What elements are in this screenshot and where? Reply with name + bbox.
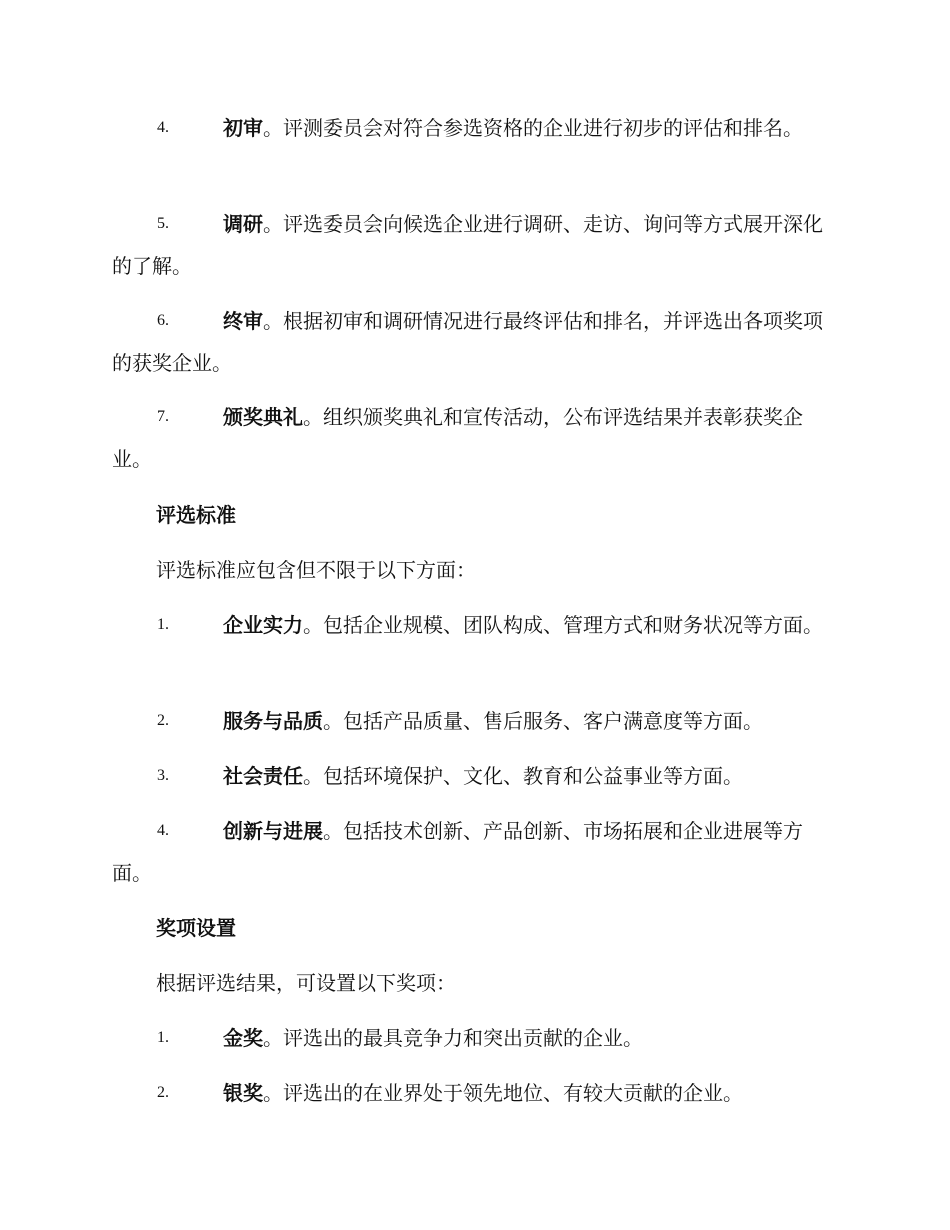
- list-number: 4.: [157, 822, 169, 839]
- list-item-term: 调研: [223, 212, 263, 236]
- list-item-body: 。组织颁奖典礼和宣传活动，公布评选结果并表彰获奖企业。: [112, 405, 803, 471]
- list-number: 1.: [157, 1029, 169, 1046]
- list-item-text: [112, 396, 834, 480]
- list-item-body: 。评选出的最具竞争力和突出贡献的企业。: [263, 1026, 643, 1050]
- list-item-text: [112, 1072, 834, 1114]
- list-number: 6.: [157, 312, 169, 329]
- list-item: [112, 755, 834, 797]
- list-item: [112, 1072, 834, 1114]
- list-item-term: 颁奖典礼: [223, 405, 303, 429]
- list-item-text: [112, 300, 834, 384]
- list-item-term: 金奖: [223, 1026, 263, 1050]
- list-item: [112, 604, 834, 646]
- list-item-body: 。包括产品质量、售后服务、客户满意度等方面。: [323, 709, 763, 733]
- list-item-term: 终审: [223, 309, 263, 333]
- list-number: 2.: [157, 1084, 169, 1101]
- list-item-text: [112, 755, 834, 797]
- list-item-term: 企业实力: [223, 613, 303, 637]
- section-heading: 评选标准: [156, 503, 236, 527]
- list-item-text: [112, 810, 834, 894]
- list-item-body: 。评选出的在业界处于领先地位、有较大贡献的企业。: [263, 1081, 743, 1105]
- list-item-term: 初审: [223, 116, 263, 140]
- section-heading: 奖项设置: [156, 916, 236, 940]
- list-item-text: [112, 604, 834, 646]
- list-number: 5.: [157, 215, 169, 232]
- list-item-term: 创新与进展: [223, 819, 323, 843]
- section-intro: 根据评选结果，可设置以下奖项：: [156, 971, 456, 995]
- list-item-body: 。评测委员会对符合参选资格的企业进行初步的评估和排名。: [263, 116, 803, 140]
- list-item-term: 服务与品质: [223, 709, 323, 733]
- list-item-body: 。包括企业规模、团队构成、管理方式和财务状况等方面。: [303, 613, 823, 637]
- list-number: 7.: [157, 408, 169, 425]
- list-item-text: [112, 700, 834, 742]
- list-item-term: 社会责任: [223, 764, 303, 788]
- list-item: [112, 700, 834, 742]
- list-item-text: [112, 1017, 834, 1059]
- list-item: [112, 203, 834, 287]
- list-number: 4.: [157, 119, 169, 136]
- list-item: [112, 1017, 834, 1059]
- list-item: [112, 300, 834, 384]
- list-number: 2.: [157, 712, 169, 729]
- list-item: [112, 396, 834, 480]
- list-item-body: 。根据初审和调研情况进行最终评估和排名，并评选出各项奖项的获奖企业。: [112, 309, 823, 375]
- list-item-text: [112, 107, 834, 149]
- list-item-body: 。包括技术创新、产品创新、市场拓展和企业进展等方面。: [112, 819, 803, 885]
- list-item-text: [112, 203, 834, 287]
- list-item-term: 银奖: [223, 1081, 263, 1105]
- list-item-body: 。包括环境保护、文化、教育和公益事业等方面。: [303, 764, 743, 788]
- section-intro: 评选标准应包含但不限于以下方面：: [156, 558, 476, 582]
- list-item: [112, 810, 834, 894]
- list-number: 1.: [157, 616, 169, 633]
- list-number: 3.: [157, 767, 169, 784]
- list-item-body: 。评选委员会向候选企业进行调研、走访、询问等方式展开深化的了解。: [112, 212, 823, 278]
- list-item: [112, 107, 834, 149]
